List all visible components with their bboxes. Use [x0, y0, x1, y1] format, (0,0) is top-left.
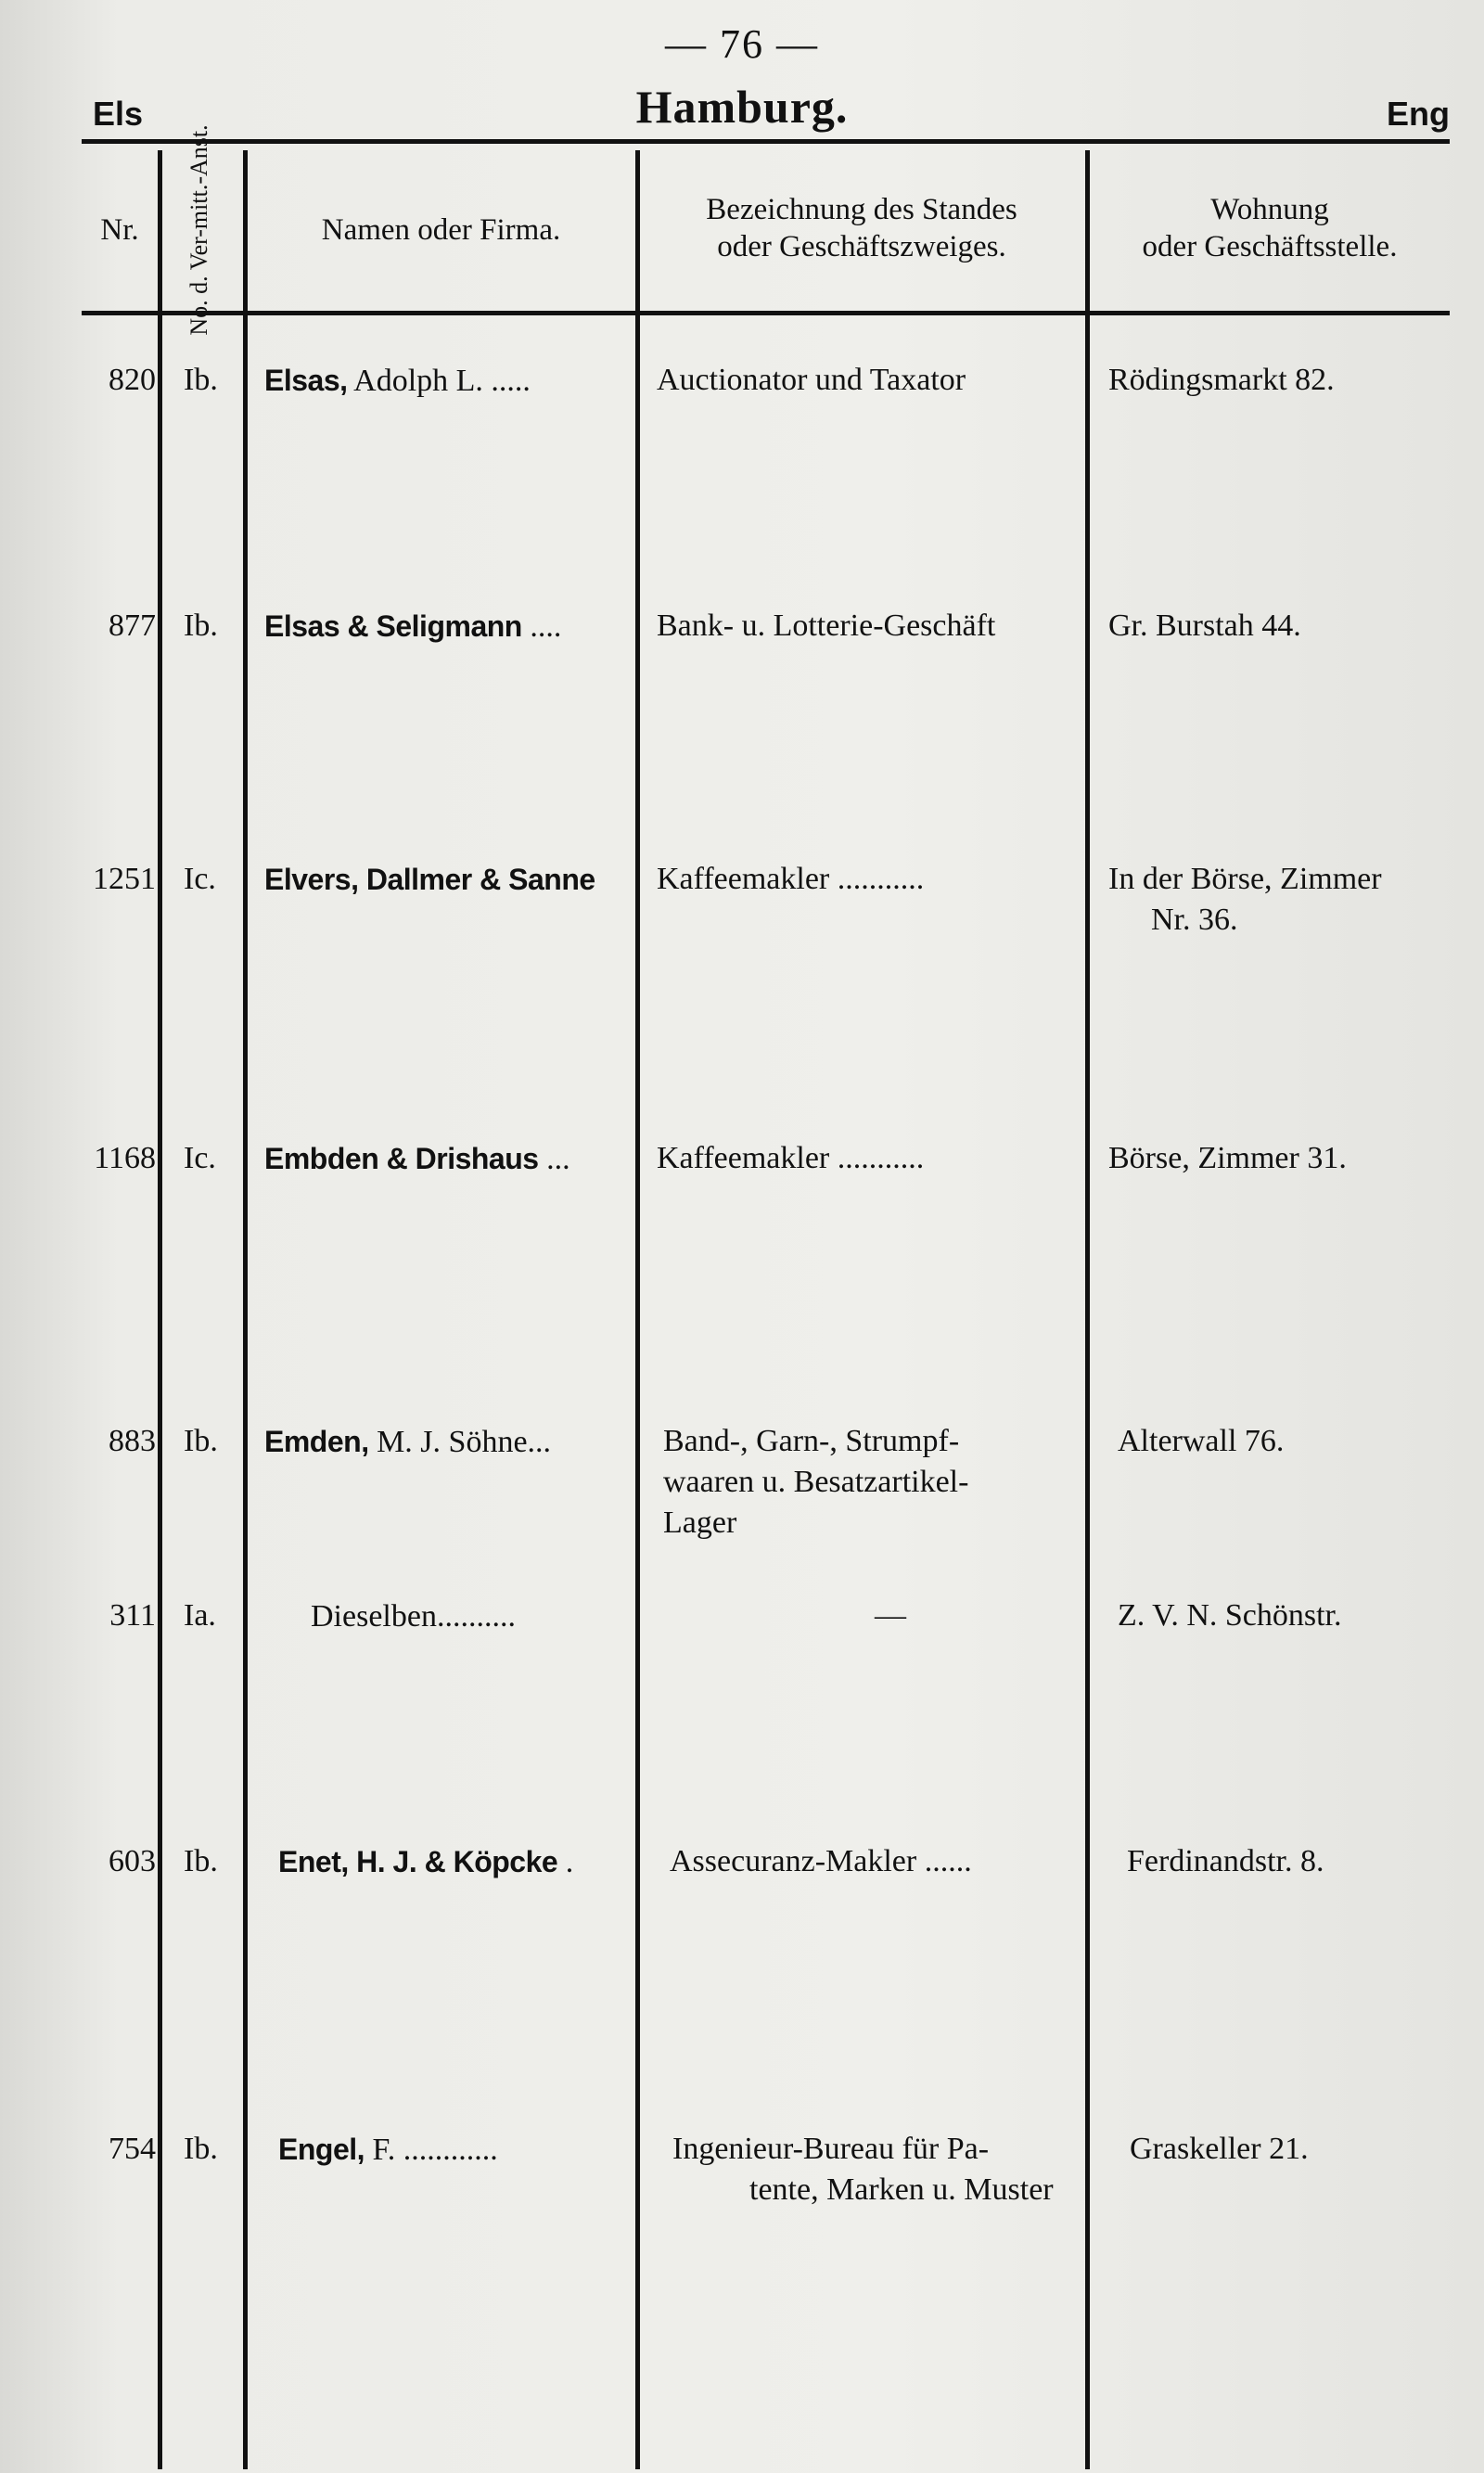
column-divider — [158, 150, 162, 2469]
entry-number: 1251 — [93, 862, 156, 896]
entry-firm: Enet, H. J. & Köpcke — [278, 1845, 558, 1878]
header-rule-bottom — [82, 311, 1450, 315]
entry-trade-line: Kaffeemakler ........... — [657, 862, 925, 896]
entry-address — [1127, 1841, 1484, 1882]
entry-address — [1130, 2129, 1484, 2170]
entry-name — [264, 1138, 635, 1180]
entry-address-line: Börse, Zimmer 31. — [1108, 1141, 1347, 1175]
entry-address-line: Graskeller 21. — [1130, 2132, 1309, 2166]
column-header-anst-label: No. d. Ver-mitt.-Anst. — [186, 124, 212, 336]
entry-trade-line: Kaffeemakler ........... — [657, 1141, 925, 1175]
column-header-anst — [160, 124, 239, 336]
column-header-trade — [640, 191, 1083, 265]
entry-address-line: Gr. Burstah 44. — [1108, 609, 1301, 643]
entry-trade — [657, 360, 1083, 401]
entry-name — [264, 360, 635, 402]
entry-address — [1108, 1138, 1475, 1179]
entry-trade-line: Band-, Garn-, Strumpf- — [663, 1424, 960, 1458]
column-divider — [635, 150, 640, 2469]
entry-firm: Elvers, Dallmer & Sanne — [264, 863, 595, 896]
entry-number: 603 — [109, 1844, 156, 1878]
entry-trade-line: waaren u. Besatzartikel- — [663, 1465, 969, 1499]
entry-number: 311 — [109, 1598, 156, 1633]
column-divider — [243, 150, 248, 2469]
column-header-trade-line1: Bezeichnung des Standes — [706, 193, 1017, 226]
entry-number: 1168 — [94, 1141, 156, 1175]
page-title: Hamburg. — [635, 81, 849, 133]
entry-agency: Ia. — [184, 1598, 216, 1633]
entry-name-rest: ... — [538, 1142, 570, 1176]
entry-trade-line: tente, Marken u. Muster — [749, 2172, 1054, 2207]
entry-trade — [670, 1841, 1096, 1882]
entry-address-line: Ferdinandstr. 8. — [1127, 1844, 1324, 1878]
entry-address — [1108, 360, 1475, 401]
entry-name — [264, 1421, 635, 1463]
entry-agency: Ic. — [184, 862, 216, 896]
page-number: — 76 — — [665, 21, 819, 67]
header-rule-top — [82, 139, 1450, 144]
entry-trade — [663, 1421, 1071, 1544]
entry-number: 883 — [109, 1424, 156, 1458]
entry-name-rest: . — [557, 1845, 574, 1879]
entry-firm: Emden, — [264, 1425, 369, 1458]
entry-name — [278, 2129, 649, 2171]
entry-firm: Engel, — [278, 2133, 365, 2166]
entry-agency: Ic. — [184, 1141, 216, 1175]
entry-address-line: Nr. 36. — [1151, 903, 1238, 937]
entry-address-line: Rödingsmarkt 82. — [1108, 363, 1335, 397]
entry-address — [1118, 1595, 1484, 1636]
entry-name-rest: .... — [521, 609, 562, 644]
entry-trade-line: Lager — [663, 1506, 737, 1540]
entry-trade — [657, 606, 1083, 647]
entry-name — [264, 859, 635, 901]
entry-firm: Elsas, — [264, 364, 348, 397]
column-header-nr: Nr. — [100, 213, 139, 247]
entry-name — [311, 1595, 682, 1637]
entry-trade — [657, 859, 1083, 900]
column-divider — [1085, 150, 1090, 2469]
entry-address — [1108, 859, 1475, 941]
column-header-address — [1090, 191, 1450, 265]
entry-address — [1108, 606, 1475, 647]
entry-trade-line: Auctionator und Taxator — [657, 363, 966, 397]
column-header-address-line2: oder Geschäftsstelle. — [1142, 230, 1398, 263]
entry-address-line: Z. V. N. Schönstr. — [1118, 1598, 1342, 1633]
entry-agency: Ib. — [184, 609, 218, 643]
entry-name — [278, 1841, 649, 1883]
entry-address-line: In der Börse, Zimmer — [1108, 862, 1382, 896]
entry-name-rest: M. J. Söhne... — [368, 1425, 552, 1459]
entry-address-line: Alterwall 76. — [1118, 1424, 1285, 1458]
entry-trade-line: Assecuranz-Makler ...... — [670, 1844, 972, 1878]
entry-trade-line: Bank- u. Lotterie-Geschäft — [657, 609, 996, 643]
entry-name — [264, 606, 635, 647]
entry-firm: Embden & Drishaus — [264, 1142, 539, 1175]
entry-agency: Ib. — [184, 363, 218, 397]
entry-name-rest: Adolph L. ..... — [347, 364, 531, 398]
column-header-address-line1: Wohnung — [1210, 193, 1329, 226]
entry-number: 877 — [109, 609, 156, 643]
column-header-trade-line2: oder Geschäftszweiges. — [717, 230, 1006, 263]
entry-trade — [835, 1595, 946, 1636]
entry-trade — [657, 1138, 1083, 1179]
header-left-keyword: Els — [93, 95, 144, 133]
entry-address — [1118, 1421, 1484, 1462]
entry-number: 820 — [109, 363, 156, 397]
entry-trade-line: — — [875, 1598, 906, 1633]
entry-name-rest: Dieselben.......... — [311, 1599, 516, 1634]
header-right-keyword: Eng — [1387, 95, 1450, 133]
entry-agency: Ib. — [184, 1424, 218, 1458]
entry-trade — [672, 2129, 1081, 2210]
entry-agency: Ib. — [184, 1844, 218, 1878]
entry-firm: Elsas & Seligmann — [264, 609, 522, 643]
entry-trade-line: Ingenieur-Bureau für Pa- — [672, 2132, 990, 2166]
entry-number: 754 — [109, 2132, 156, 2166]
column-header-name: Namen oder Firma. — [321, 213, 561, 247]
entry-agency: Ib. — [184, 2132, 218, 2166]
entry-name-rest: F. ............ — [365, 2133, 498, 2167]
